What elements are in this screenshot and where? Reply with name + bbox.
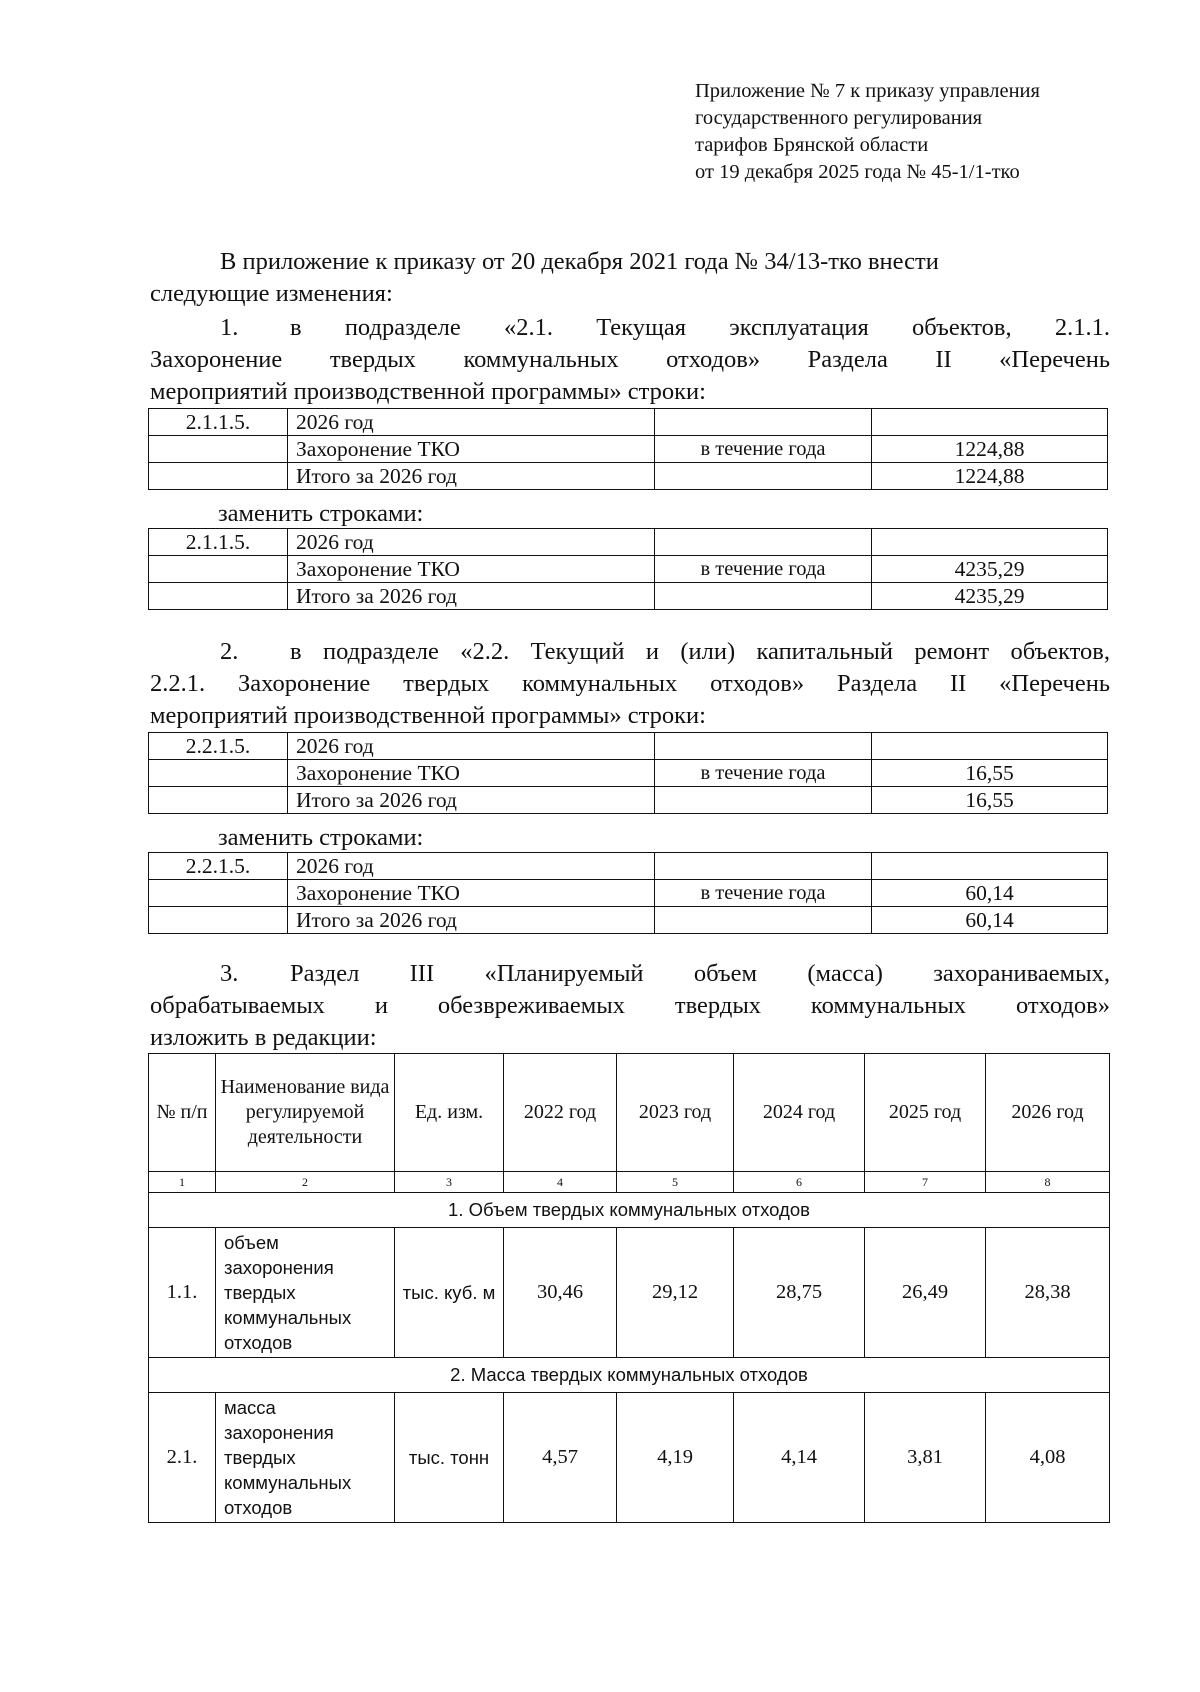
- cell-value: 4,57: [504, 1393, 617, 1523]
- col-number: 1: [149, 1172, 216, 1193]
- cell-code: [149, 907, 288, 934]
- header-line: Приложение № 7 к приказу управления: [695, 80, 1040, 102]
- table-2-1-1-5-new: [148, 528, 1108, 610]
- column-number-row: [149, 1172, 1110, 1193]
- cell-name: Итого за 2026 год: [288, 583, 655, 610]
- table-2-2-1-5-new: [148, 852, 1108, 934]
- cell-name: Итого за 2026 год: [288, 787, 655, 814]
- cell-name: Захоронение ТКО: [288, 760, 655, 787]
- cell-period: [655, 463, 872, 490]
- table-row: [149, 907, 1108, 934]
- table-row: [149, 409, 1108, 436]
- section-row: [149, 1193, 1110, 1228]
- cell-value: 26,49: [865, 1228, 986, 1358]
- table-header-row: [149, 1054, 1110, 1172]
- item-text: Раздел III «Планируемый объем (масса) захораниваемых,: [290, 960, 1110, 987]
- cell-code: [149, 787, 288, 814]
- item-text: обрабатываемых и обезвреживаемых твердых коммунальных отходов»: [150, 992, 1110, 1019]
- col-header: № п/п: [149, 1054, 216, 1172]
- section-row: [149, 1358, 1110, 1393]
- table-row: [149, 880, 1108, 907]
- col-number: 5: [617, 1172, 734, 1193]
- cell-value: 30,46: [504, 1228, 617, 1358]
- replace-label: заменить строками:: [218, 824, 424, 851]
- cell-name: Итого за 2026 год: [288, 463, 655, 490]
- table-row: [149, 529, 1108, 556]
- table-row: [149, 787, 1108, 814]
- cell-name: 2026 год: [288, 409, 655, 436]
- item-number: 1.: [220, 314, 239, 341]
- item-text: в подразделе «2.2. Текущий и (или) капитальный ремонт объектов,: [290, 638, 1110, 665]
- cell-value: [872, 733, 1108, 760]
- cell-name: масса захоронения твердых коммунальных отходов: [216, 1393, 395, 1523]
- cell-name: Захоронение ТКО: [288, 436, 655, 463]
- table-row: [149, 733, 1108, 760]
- col-header: 2023 год: [617, 1054, 734, 1172]
- item-text: мероприятий производственной программы» строки:: [150, 378, 706, 405]
- cell-period: [655, 853, 872, 880]
- cell-code: [149, 760, 288, 787]
- item-text: изложить в редакции:: [150, 1024, 377, 1051]
- cell-period: [655, 907, 872, 934]
- cell-number: 2.1.: [149, 1393, 216, 1523]
- section-title: 2. Масса твердых коммунальных отходов: [149, 1358, 1110, 1393]
- cell-number: 1.1.: [149, 1228, 216, 1358]
- cell-name: Итого за 2026 год: [288, 907, 655, 934]
- item-number: 3.: [220, 960, 239, 987]
- section-title: 1. Объем твердых коммунальных отходов: [149, 1193, 1110, 1228]
- appendix-header: [695, 78, 1135, 186]
- col-number: 6: [734, 1172, 865, 1193]
- item-3-paragraph: [150, 958, 1110, 1054]
- cell-period: в течение года: [655, 436, 872, 463]
- cell-period: в течение года: [655, 556, 872, 583]
- cell-code: 2.2.1.5.: [149, 733, 288, 760]
- cell-value: 1224,88: [872, 436, 1108, 463]
- cell-value: 29,12: [617, 1228, 734, 1358]
- item-2-paragraph: [150, 636, 1110, 732]
- cell-code: [149, 556, 288, 583]
- cell-name: Захоронение ТКО: [288, 556, 655, 583]
- item-text: Захоронение твердых коммунальных отходов» Раздела II «Перечень: [150, 346, 1110, 373]
- volume-mass-table: [148, 1053, 1110, 1523]
- cell-period: [655, 529, 872, 556]
- table-row: [149, 1228, 1110, 1358]
- cell-code: 2.1.1.5.: [149, 529, 288, 556]
- cell-value: [872, 529, 1108, 556]
- col-header: 2024 год: [734, 1054, 865, 1172]
- cell-code: 2.2.1.5.: [149, 853, 288, 880]
- col-number: 4: [504, 1172, 617, 1193]
- table-2-1-1-5-old: [148, 408, 1108, 490]
- cell-value: 4,14: [734, 1393, 865, 1523]
- cell-value: 4235,29: [872, 583, 1108, 610]
- intro-paragraph: [150, 246, 1110, 310]
- col-header: Ед. изм.: [395, 1054, 504, 1172]
- table-row: [149, 556, 1108, 583]
- cell-value: 1224,88: [872, 463, 1108, 490]
- cell-period: [655, 583, 872, 610]
- table-2-2-1-5-old: [148, 732, 1108, 814]
- cell-period: [655, 733, 872, 760]
- cell-value: 16,55: [872, 760, 1108, 787]
- col-header: Наименование вида регулируемой деятельности: [216, 1054, 395, 1172]
- cell-value: [872, 409, 1108, 436]
- header-line: от 19 декабря 2025 года № 45-1/1-тко: [695, 161, 1020, 183]
- cell-code: [149, 463, 288, 490]
- col-header: 2026 год: [986, 1054, 1110, 1172]
- intro-text: следующие изменения:: [150, 280, 393, 307]
- cell-unit: тыс. куб. м: [395, 1228, 504, 1358]
- table-row: [149, 760, 1108, 787]
- cell-name: объем захоронения твердых коммунальных отходов: [216, 1228, 395, 1358]
- header-line: государственного регулирования: [695, 107, 983, 129]
- cell-name: 2026 год: [288, 529, 655, 556]
- table-row: [149, 1393, 1110, 1523]
- col-number: 3: [395, 1172, 504, 1193]
- cell-value: 60,14: [872, 880, 1108, 907]
- cell-unit: тыс. тонн: [395, 1393, 504, 1523]
- item-text: в подразделе «2.1. Текущая эксплуатация объектов, 2.1.1.: [290, 314, 1110, 341]
- cell-value: 16,55: [872, 787, 1108, 814]
- table-row: [149, 463, 1108, 490]
- cell-code: 2.1.1.5.: [149, 409, 288, 436]
- cell-value: 4,19: [617, 1393, 734, 1523]
- col-header: 2022 год: [504, 1054, 617, 1172]
- item-1-paragraph: [150, 312, 1110, 408]
- cell-name: 2026 год: [288, 733, 655, 760]
- cell-value: [872, 853, 1108, 880]
- item-text: мероприятий производственной программы» строки:: [150, 702, 706, 729]
- table-row: [149, 436, 1108, 463]
- cell-value: 28,75: [734, 1228, 865, 1358]
- replace-label: заменить строками:: [218, 500, 424, 527]
- col-header: 2025 год: [865, 1054, 986, 1172]
- cell-value: 28,38: [986, 1228, 1110, 1358]
- cell-value: 4,08: [986, 1393, 1110, 1523]
- item-number: 2.: [220, 638, 239, 665]
- cell-period: в течение года: [655, 760, 872, 787]
- intro-text: В приложение к приказу от 20 декабря 2021 года № 34/13-тко внести: [220, 248, 939, 275]
- header-line: тарифов Брянской области: [695, 134, 929, 156]
- cell-code: [149, 436, 288, 463]
- item-text: 2.2.1. Захоронение твердых коммунальных отходов» Раздела II «Перечень: [150, 670, 1110, 697]
- cell-value: 3,81: [865, 1393, 986, 1523]
- cell-period: в течение года: [655, 880, 872, 907]
- cell-value: 60,14: [872, 907, 1108, 934]
- table-row: [149, 583, 1108, 610]
- cell-period: [655, 409, 872, 436]
- table-row: [149, 853, 1108, 880]
- cell-code: [149, 880, 288, 907]
- cell-value: 4235,29: [872, 556, 1108, 583]
- col-number: 2: [216, 1172, 395, 1193]
- cell-period: [655, 787, 872, 814]
- col-number: 7: [865, 1172, 986, 1193]
- cell-code: [149, 583, 288, 610]
- cell-name: 2026 год: [288, 853, 655, 880]
- col-number: 8: [986, 1172, 1110, 1193]
- cell-name: Захоронение ТКО: [288, 880, 655, 907]
